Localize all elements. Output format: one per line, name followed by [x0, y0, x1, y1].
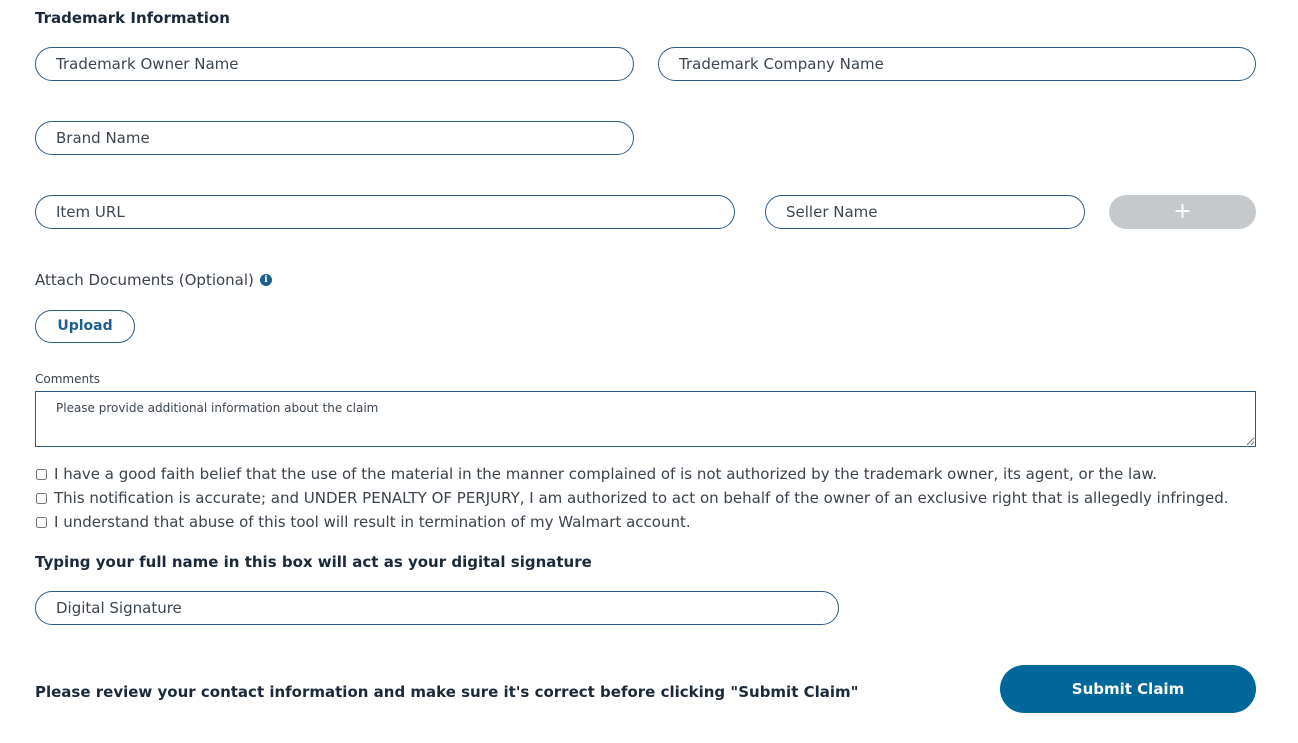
declaration-accuracy[interactable]: [35, 489, 1229, 507]
item-url-input[interactable]: [35, 195, 735, 229]
comments-label: Comments: [35, 372, 101, 386]
accuracy-checkbox[interactable]: [36, 493, 47, 504]
declaration-abuse[interactable]: [35, 513, 691, 531]
add-item-button[interactable]: [1109, 195, 1256, 229]
review-notice: Please review your contact information and make sure it's correct before clicking "Submit Claim": [35, 683, 859, 701]
info-icon[interactable]: i: [260, 274, 272, 286]
comments-textarea[interactable]: [35, 391, 1256, 447]
good-faith-checkbox[interactable]: [36, 469, 47, 480]
submit-claim-button[interactable]: Submit Claim: [1000, 665, 1256, 713]
attach-documents-label: [35, 271, 272, 289]
trademark-owner-name-input[interactable]: [35, 47, 634, 81]
upload-button[interactable]: Upload: [35, 310, 135, 343]
digital-signature-input[interactable]: [35, 591, 839, 625]
declaration-text: I have a good faith belief that the use of the material in the manner complained of is not authorized by the trademark owner, its agent, or the law.: [54, 465, 1158, 483]
attach-documents-text: Attach Documents (Optional): [35, 271, 254, 289]
signature-title: Typing your full name in this box will act as your digital signature: [35, 553, 592, 571]
brand-name-input[interactable]: [35, 121, 634, 155]
section-title: Trademark Information: [35, 9, 230, 27]
declaration-good-faith[interactable]: [35, 465, 1157, 483]
seller-name-input[interactable]: [765, 195, 1085, 229]
declaration-text: This notification is accurate; and UNDER PENALTY OF PERJURY, I am authorized to act on behalf of the owner of an exclusive right that is allegedly infringed.: [54, 489, 1229, 507]
plus-icon: +: [1173, 199, 1192, 224]
abuse-checkbox[interactable]: [36, 517, 47, 528]
trademark-company-name-input[interactable]: [658, 47, 1256, 81]
declaration-text: I understand that abuse of this tool will result in termination of my Walmart account.: [54, 513, 691, 531]
